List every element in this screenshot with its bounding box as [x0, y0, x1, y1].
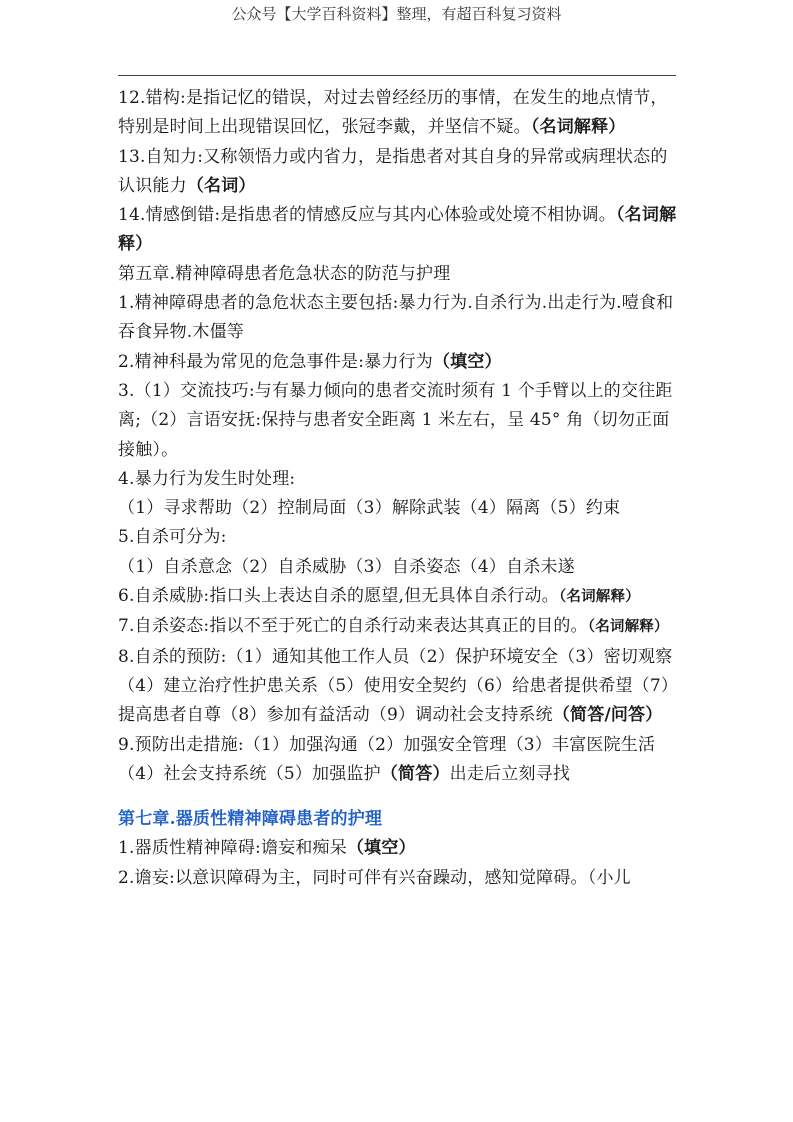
- tag-noun-explanation: （名词解释）: [587, 619, 669, 636]
- ch5-item-9: 9.预防出走措施:（1）加强沟通（2）加强安全管理（3）丰富医院生活（4）社会支持系统（5）加强监护（简答）出走后立刻寻找: [118, 734, 656, 784]
- tag-fill-blank: （填空）: [432, 351, 502, 372]
- item-14: 14.情感倒错:是指患者的情感反应与其内心体验或处境不相协调。（名词解释）: [118, 205, 677, 255]
- ch5-item-2: 2.精神科最为常见的危急事件是:暴力行为（填空）: [118, 351, 502, 372]
- tag-fill-blank: （填空）: [346, 838, 416, 859]
- ch5-item-4: 4.暴力行为发生时处理:: [118, 468, 296, 489]
- ch5-item-5-list: （1）自杀意念（2）自杀威胁（3）自杀姿态（4）自杀未遂: [118, 556, 575, 577]
- ch7-item-2: 2.谵妄:以意识障碍为主，同时可伴有兴奋躁动，感知觉障碍。（小儿: [118, 867, 631, 888]
- ch5-item-6: 6.自杀威胁:指口头上表达自杀的愿望,但无具体自杀行动。（名词解释）: [118, 586, 640, 607]
- item-13: 13.自知力:又称领悟力或内省力，是指患者对其自身的异常或病理状态的认识能力（名词）: [118, 146, 668, 196]
- item-12: 12.错构:是指记忆的错误，对过去曾经经历的事情，在发生的地点情节，特别是时间上出现错误回忆，张冠李戴，并坚信不疑。（名词解释）: [118, 88, 668, 138]
- header-divider: [118, 75, 676, 76]
- tag-noun: （名词）: [186, 175, 256, 196]
- document-body: [118, 84, 678, 893]
- tag-noun-explanation: （名词解释）: [558, 589, 640, 606]
- page-header: 公众号【大学百科资料】整理，有超百科复习资料: [231, 5, 562, 23]
- tag-short-answer: （简答）: [380, 763, 450, 784]
- ch5-item-1: 1.精神障碍患者的急危状态主要包括:暴力行为.自杀行为.出走行为.噎食和吞食异物.木僵等: [118, 293, 674, 343]
- ch5-item-8: 8.自杀的预防:（1）通知其他工作人员（2）保护环境安全（3）密切观察（4）建立治疗性护患关系（5）使用安全契约（6）给患者提供希望（7）提高患者自尊（8）参加有益活动（9）调动社会支持系统（简答/问答）: [118, 646, 673, 726]
- tag-short-answer: （简答/问答）: [552, 705, 663, 726]
- chapter-7-title: 第七章.器质性精神障碍患者的护理: [118, 809, 383, 830]
- tag-noun-explanation: （名词解释）: [118, 205, 677, 255]
- tag-noun-explanation: （名词解释）: [530, 117, 626, 138]
- ch5-item-4-list: （1）寻求帮助（2）控制局面（3）解除武装（4）隔离（5）约束: [118, 498, 621, 519]
- ch5-item-7: 7.自杀姿态:指以不至于死亡的自杀行动来表达其真正的目的。（名词解释）: [118, 616, 669, 637]
- ch5-item-5: 5.自杀可分为:: [118, 527, 227, 548]
- chapter-5-title: 第五章.精神障碍患者危急状态的防范与护理: [118, 263, 451, 284]
- ch5-item-3: 3.（1）交流技巧:与有暴力倾向的患者交流时须有 1 个手臂以上的交往距离;（2）言语安抚:保持与患者安全距离 1 米左右，呈 45° 角（切勿正面接触）。: [118, 380, 673, 460]
- ch7-item-1: 1.器质性精神障碍:谵妄和痴呆（填空）: [118, 838, 416, 859]
